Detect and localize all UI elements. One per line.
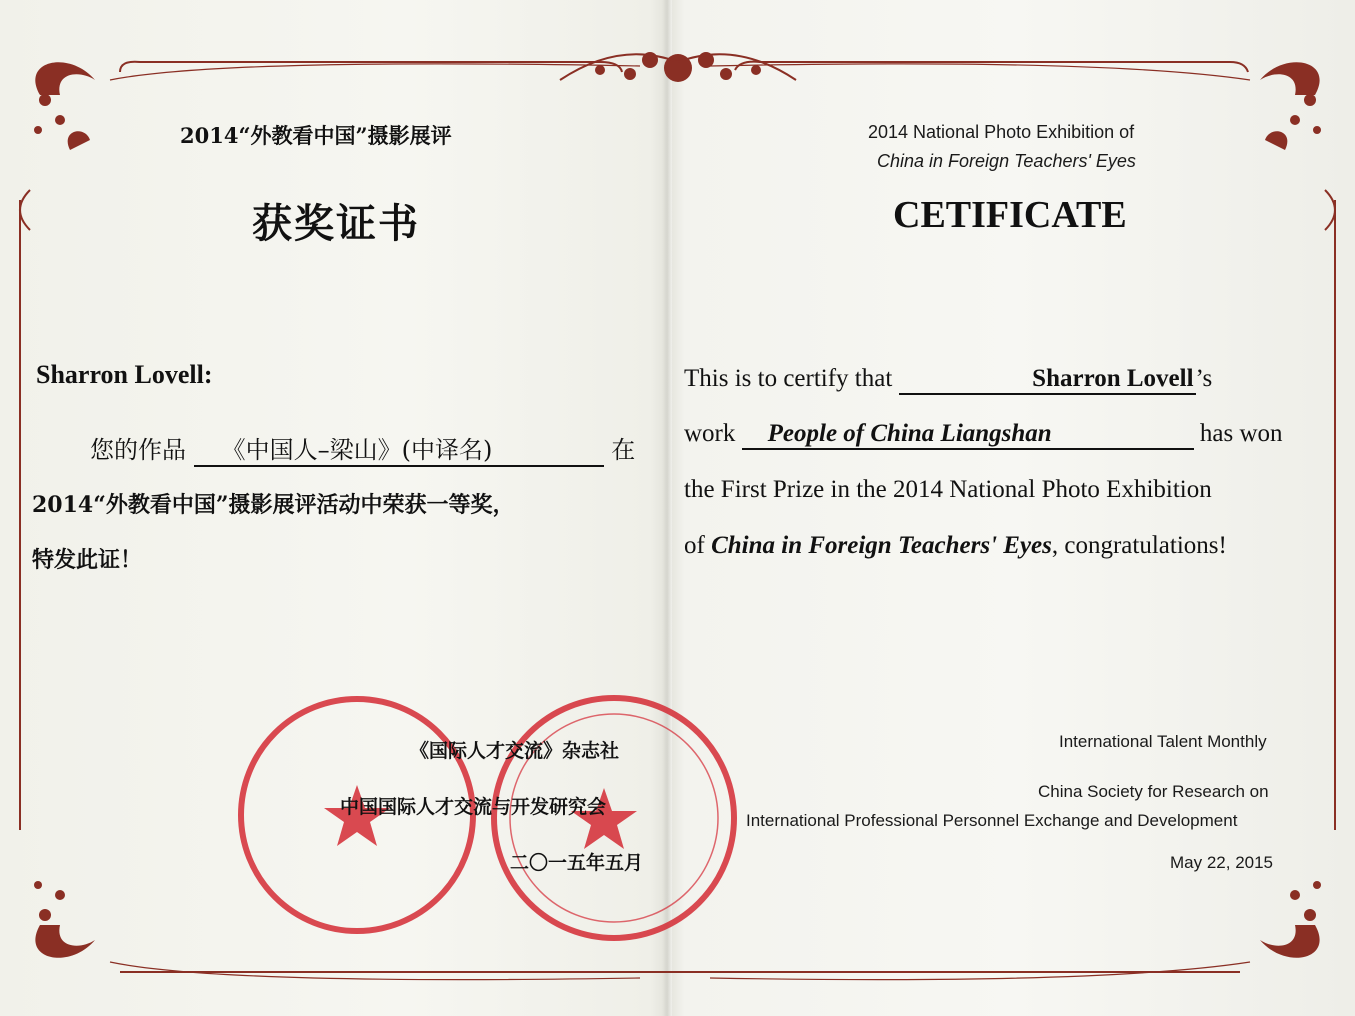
corner-ornament-top-left — [34, 62, 95, 150]
corner-ornament-bottom-left — [34, 881, 95, 958]
right-issuer2a: China Society for Research on — [1038, 782, 1269, 801]
right-prize-line: the First Prize in the 2014 National Photo Exhibition — [684, 476, 1212, 503]
right-work-label: work — [684, 420, 736, 447]
right-line4 — [684, 532, 1227, 560]
right-work-title: People of China Liangshan — [742, 420, 1194, 450]
right-date: May 22, 2015 — [1170, 853, 1274, 872]
top-center-flower-ornament — [560, 52, 796, 82]
right-title: CETIFICATE — [893, 194, 1127, 236]
left-line3: 特发此证！ — [32, 547, 143, 573]
left-header: 2014“外教看中国”摄影展评 — [180, 123, 452, 148]
right-recipient-name: Sharron Lovell — [899, 365, 1196, 395]
right-issuer2b: International Professional Personnel Exchange and Development — [746, 811, 1238, 830]
left-line1 — [90, 430, 635, 467]
left-issuer2: 中国国际人才交流与开发研究会 — [340, 796, 607, 818]
corner-ornament-bottom-right — [1260, 881, 1321, 958]
left-recipient: Sharron Lovell: — [36, 360, 213, 389]
left-issuer1: 《国际人才交流》杂志社 — [410, 740, 620, 762]
left-line2: 2014“外教看中国”摄影展评活动中荣获一等奖， — [32, 492, 515, 518]
right-possessive: ’s — [1195, 365, 1213, 392]
right-issuer1: International Talent Monthly — [1059, 732, 1267, 751]
left-title: 获奖证书 — [252, 200, 420, 247]
right-header-line2: China in Foreign Teachers' Eyes — [877, 151, 1136, 171]
left-date: 二〇一五年五月 — [510, 852, 644, 874]
right-of-label: of — [684, 532, 705, 559]
right-line1 — [684, 365, 1212, 395]
left-line1-suffix: 在 — [611, 436, 636, 464]
right-certify-prefix: This is to certify that — [684, 365, 893, 392]
right-congrats: , congratulations! — [1051, 532, 1227, 559]
corner-ornament-top-right — [1260, 62, 1321, 150]
left-work-title: 《中国人–梁山》(中译名) — [194, 430, 604, 467]
right-work-suffix: has won — [1199, 420, 1283, 447]
right-line2 — [684, 420, 1283, 450]
left-line1-prefix: 您的作品 — [90, 436, 186, 464]
right-event-name: China in Foreign Teachers' Eyes — [711, 532, 1052, 559]
right-header-line1: 2014 National Photo Exhibition of — [868, 122, 1135, 142]
